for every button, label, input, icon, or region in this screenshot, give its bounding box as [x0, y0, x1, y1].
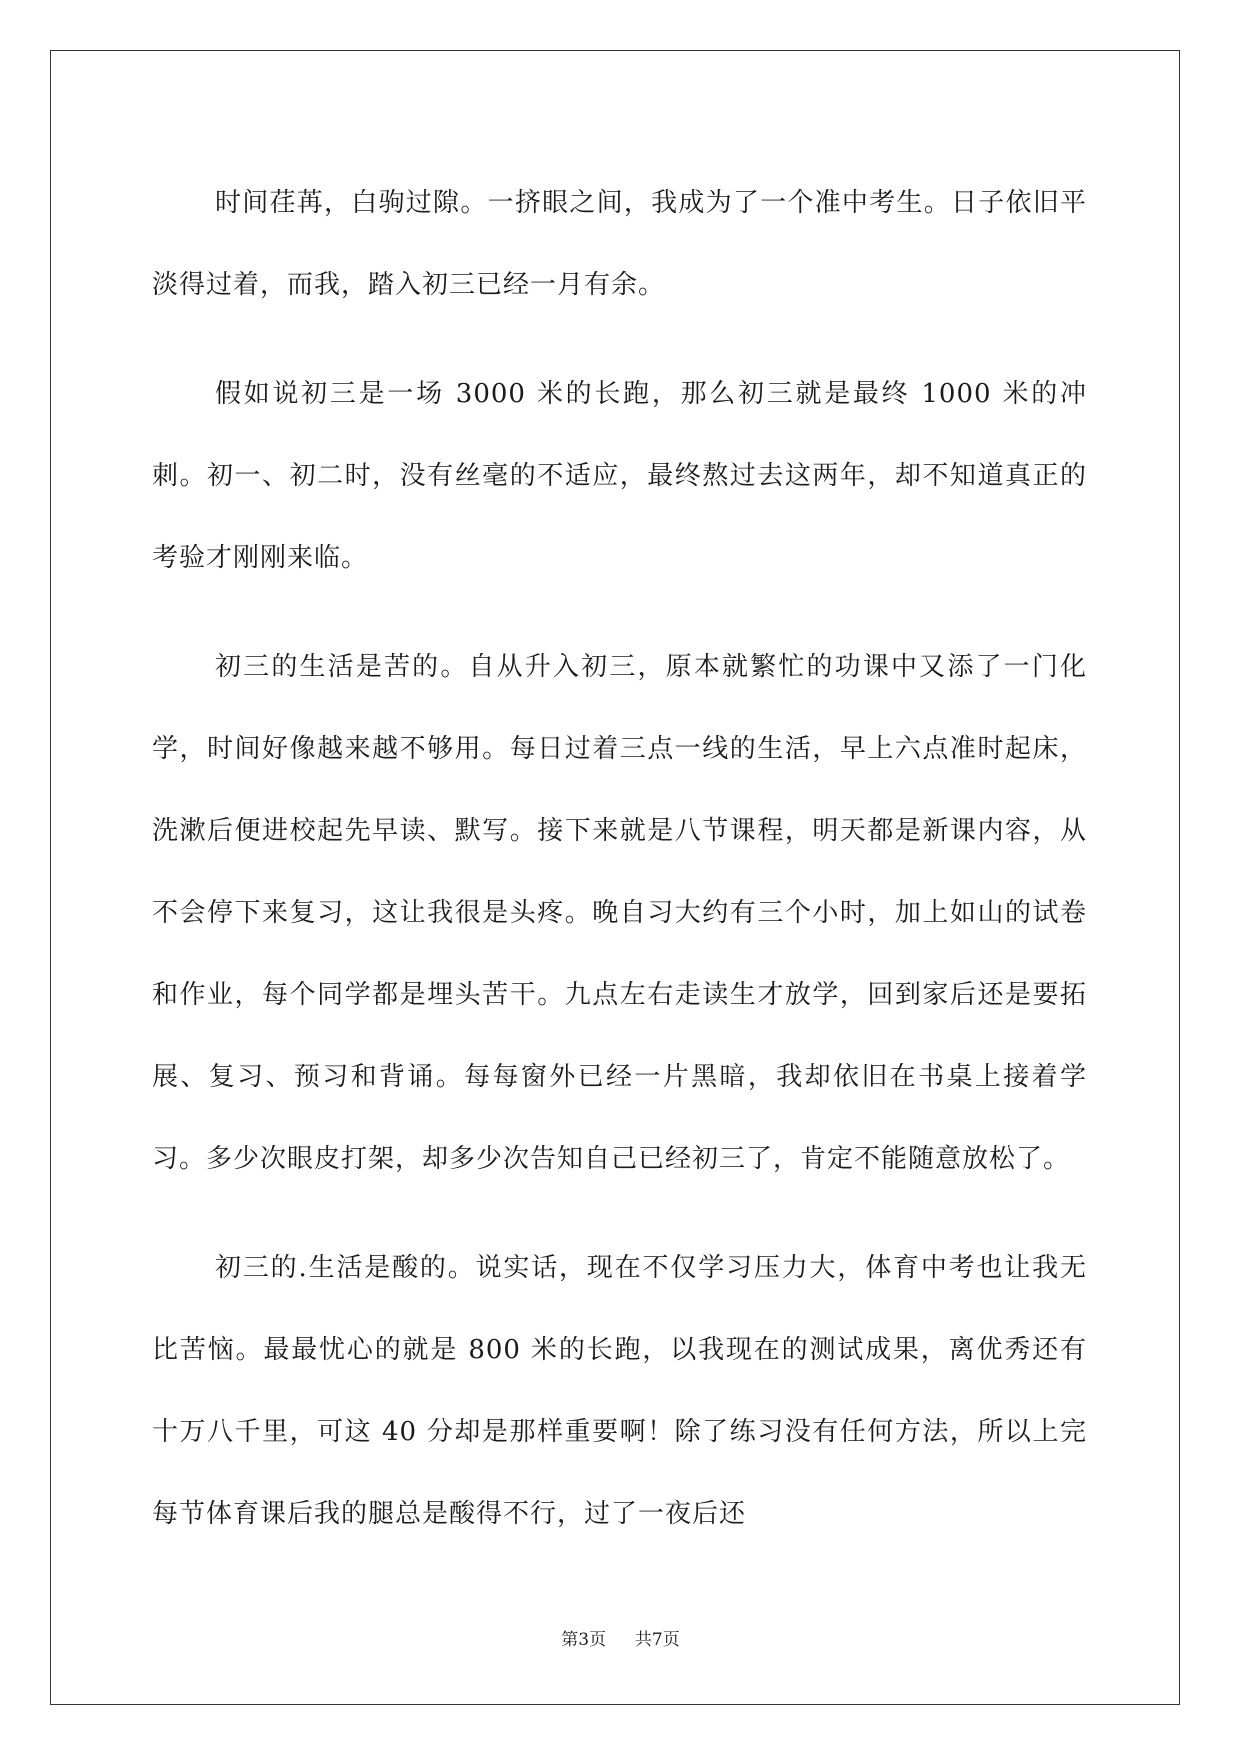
paragraph: 初三的生活是苦的。自从升入初三，原本就繁忙的功课中又添了一门化学，时间好像越来越不够用。每日过着三点一线的生活，早上六点准时起床，洗漱后便进校起先早读、默写。接下来就是八节课程，明天都是新课内容，从不会停下来复习，这让我很是头疼。晚自习大约有三个小时，加上如山的试卷和作业，每个同学都是埋头苦干。九点左右走读生才放学，回到家后还是要拓展、复习、预习和背诵。每每窗外已经一片黑暗，我却依旧在书桌上接着学习。多少次眼皮打架，却多少次告知自己已经初三了，肯定不能随意放松了。: [152, 652, 1087, 1174]
page-footer: [0, 1628, 1241, 1652]
page-total: 共7页: [634, 1630, 680, 1650]
paragraph: 时间荏苒，白驹过隙。一挤眼之间，我成为了一个准中考生。日子依旧平淡得过着，而我，踏入初三已经一月有余。: [152, 188, 1087, 300]
paragraph: 假如说初三是一场 3000 米的长跑，那么初三就是最终 1000 米的冲刺。初一、初二时，没有丝毫的不适应，最终熬过去这两年，却不知道真正的考验才刚刚来临。: [152, 379, 1087, 573]
document-body: [152, 162, 1087, 1582]
paragraph: 初三的.生活是酸的。说实话，现在不仅学习压力大，体育中考也让我无比苦恼。最最忧心的就是 800 米的长跑，以我现在的测试成果，离优秀还有十万八千里，可这 40 分却是那样重要啊！除了练习没有任何方法，所以上完每节体育课后我的腿总是酸得不行，过了一夜后还: [152, 1253, 1087, 1529]
page-number: 第3页: [561, 1630, 607, 1650]
